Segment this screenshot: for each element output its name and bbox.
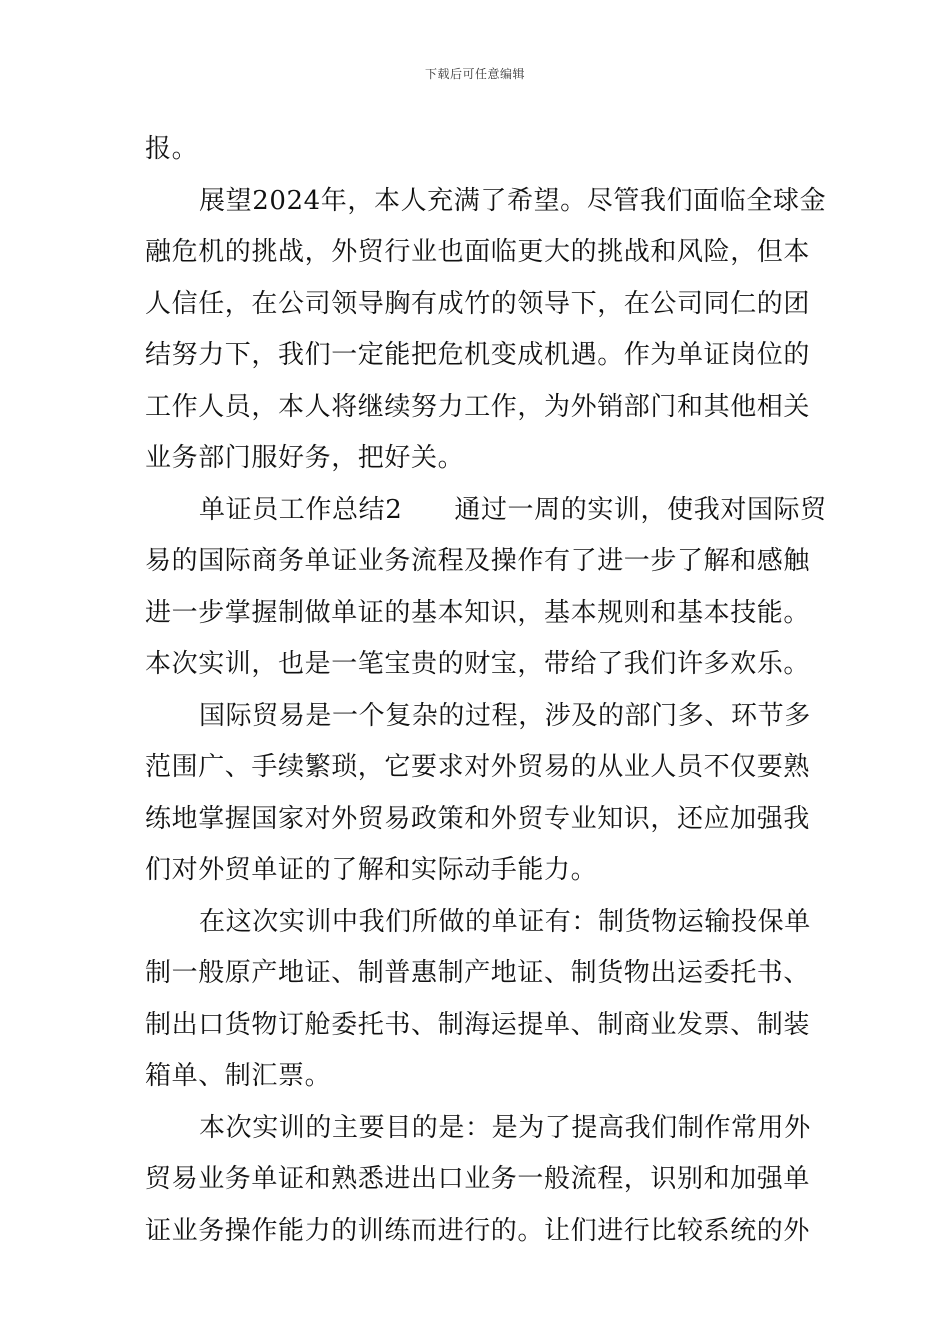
text-line: 报。 xyxy=(145,134,199,164)
text-line: 本次实训的主要目的是：是为了提高我们制作常用外 xyxy=(199,1112,811,1143)
text-line: 证业务操作能力的训练而进行的。让们进行比较系统的外 xyxy=(145,1215,811,1246)
text-line: 业务部门服好务，把好关。 xyxy=(145,443,465,473)
text-line: 们对外贸单证的了解和实际动手能力。 xyxy=(145,855,598,885)
page-header: 下载后可任意编辑 xyxy=(424,67,525,81)
text-line: 结努力下，我们一定能把危机变成机遇。作为单证岗位的 xyxy=(145,340,811,370)
text-line: 在这次实训中我们所做的单证有：制货物运输投保单 xyxy=(199,906,811,937)
text-line: 本次实训，也是一笔宝贵的财宝，带给了我们许多欢乐。 xyxy=(145,649,811,679)
text-line: 人信任，在公司领导胸有成竹的领导下，在公司同仁的团 xyxy=(145,288,811,319)
section-opening-text: 通过一周的实训，使我对国际贸 xyxy=(454,494,827,525)
text-line xyxy=(145,485,827,537)
text-line: 制出口货物订舱委托书、制海运提单、制商业发票、制装 xyxy=(145,1009,811,1040)
text-line: 贸易业务单证和熟悉进出口业务一般流程，识别和加强单 xyxy=(145,1164,811,1194)
text-line: 展望2024年，本人充满了希望。尽管我们面临全球金 xyxy=(199,185,827,216)
text-line: 进一步掌握制做单证的基本知识，基本规则和基本技能。 xyxy=(145,597,811,628)
text-line: 练地掌握国家对外贸易政策和外贸专业知识，还应加强我 xyxy=(145,803,811,834)
text-line: 国际贸易是一个复杂的过程，涉及的部门多、环节多 xyxy=(199,700,811,731)
text-line: 融危机的挑战，外贸行业也面临更大的挑战和风险，但本 xyxy=(145,237,811,267)
text-line: 制一般原产地证、制普惠制产地证、制货物出运委托书、 xyxy=(145,958,811,988)
text-line: 易的国际商务单证业务流程及操作有了进一步了解和感触 xyxy=(145,546,811,576)
section-heading: 单证员工作总结2 xyxy=(199,494,403,525)
document-body xyxy=(145,124,827,1257)
text-line: 范围广、手续繁琐，它要求对外贸易的从业人员不仅要熟 xyxy=(145,752,811,782)
text-line: 箱单、制汇票。 xyxy=(145,1061,332,1091)
text-line: 工作人员，本人将继续努力工作，为外销部门和其他相关 xyxy=(145,391,811,422)
